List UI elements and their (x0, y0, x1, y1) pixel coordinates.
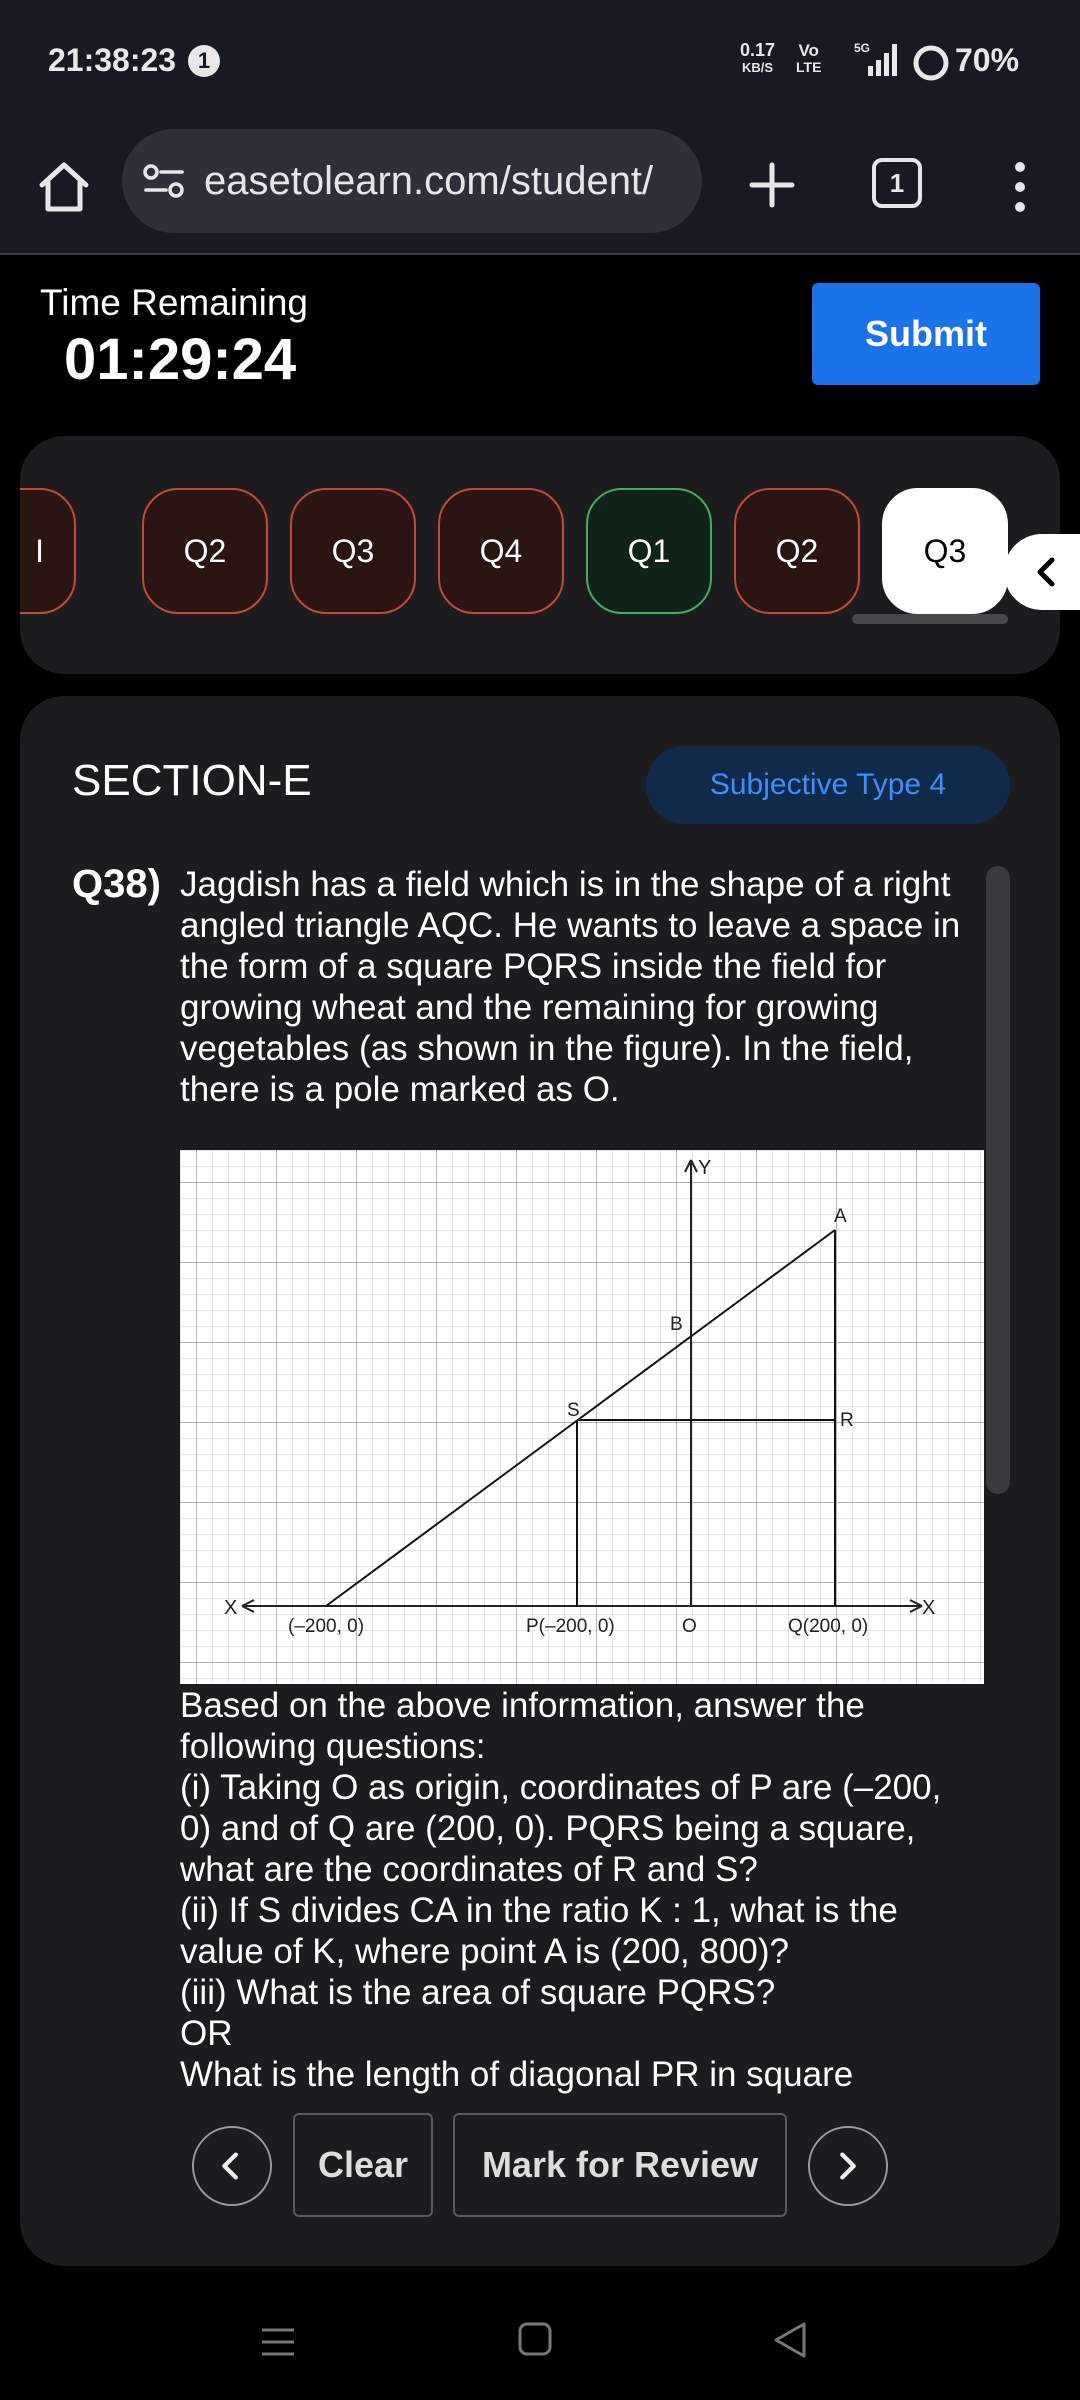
question-button-q4[interactable]: Q4 (438, 488, 564, 614)
label-a: A (834, 1206, 847, 1227)
time-remaining-value: 01:29:24 (64, 327, 297, 392)
browser-toolbar (0, 125, 1080, 255)
label-p: P(–200, 0) (526, 1616, 615, 1637)
question-intro: Jagdish has a field which is in the shape of a right angled triangle AQC. He wants to leave a space in the form of a square PQRS inside the field for growing wheat and the remaining for growing vegetables (as shown in the figure). In the field, there is a pole marked as O. (180, 865, 961, 1109)
network-type-label: 5G (854, 41, 871, 55)
network-speed-value: 0.17 (740, 40, 776, 60)
question-part-iii-alt: What is the length of diagonal PR in square (180, 2055, 854, 2094)
collapse-button[interactable] (1004, 534, 1080, 610)
network-speed-unit: KB/S (741, 60, 774, 75)
mark-for-review-button[interactable]: Mark for Review (453, 2113, 787, 2217)
label-x-pos: X (922, 1597, 936, 1619)
section-title: SECTION-E (72, 756, 312, 805)
previous-question-button[interactable] (192, 2126, 272, 2206)
label-b: B (670, 1314, 683, 1335)
time-remaining-label: Time Remaining (40, 282, 308, 323)
more-vert-icon[interactable] (1000, 155, 1040, 219)
question-or: OR (180, 2014, 233, 2053)
navigator-scrollbar[interactable] (852, 614, 1008, 624)
label-r: R (840, 1410, 854, 1431)
label-y: Y (698, 1157, 712, 1179)
volte-indicator (796, 42, 821, 76)
question-button-q2[interactable]: Q2 (142, 488, 268, 614)
question-button-q3-current[interactable]: Q3 (882, 488, 1008, 614)
question-button-q2-section[interactable]: Q2 (734, 488, 860, 614)
chevron-left-icon (1004, 534, 1080, 610)
clear-button[interactable]: Clear (293, 2113, 433, 2217)
question-type-badge: Subjective Type 4 (646, 746, 1010, 824)
question-figure (180, 1150, 984, 1684)
notification-badge: 1 (188, 45, 220, 77)
question-scrollbar[interactable] (986, 866, 1010, 1494)
next-question-button[interactable] (808, 2126, 888, 2206)
chevron-left-icon (194, 2128, 270, 2204)
chevron-right-icon (810, 2128, 886, 2204)
submit-button[interactable]: Submit (812, 283, 1040, 385)
triangle-diagram (180, 1150, 984, 1684)
network-speed (740, 42, 775, 76)
address-bar[interactable] (122, 129, 702, 233)
volte-top: Vo (798, 41, 819, 60)
question-button-partial[interactable]: I (20, 488, 76, 614)
tab-switcher-button[interactable]: 1 (872, 158, 922, 208)
plus-icon[interactable] (740, 153, 804, 217)
site-settings-icon[interactable] (142, 161, 186, 201)
question-button-q3[interactable]: Q3 (290, 488, 416, 614)
question-part-iii: (iii) What is the area of square PQRS? (180, 1973, 776, 2012)
question-part-i: (i) Taking O as origin, coordinates of P are (–200, 0) and of Q are (200, 0). PQRS being a square, what are the coordinates of R and S? (180, 1768, 942, 1889)
status-bar (0, 0, 1080, 125)
label-s: S (567, 1400, 580, 1421)
question-navigator (20, 436, 1060, 674)
recent-apps-icon[interactable] (256, 2322, 300, 2362)
question-button-q1[interactable]: Q1 (586, 488, 712, 614)
battery-icon (912, 44, 950, 82)
question-body (180, 1685, 980, 2095)
system-back-icon[interactable] (770, 2318, 810, 2362)
volte-bottom: LTE (796, 59, 822, 75)
signal-icon (852, 40, 900, 80)
label-c: (–200, 0) (288, 1616, 365, 1637)
system-home-icon[interactable] (516, 2320, 556, 2360)
status-time: 21:38:23 (48, 42, 177, 78)
question-part-ii: (ii) If S divides CA in the ratio K : 1, what is the value of K, where point A is (200, 800)? (180, 1891, 898, 1971)
label-x-neg: X (224, 1597, 238, 1619)
label-q: Q(200, 0) (788, 1616, 869, 1637)
url-text[interactable]: easetolearn.com/student/ (204, 159, 654, 203)
label-o: O (682, 1616, 697, 1637)
home-icon[interactable] (32, 155, 96, 219)
question-number: Q38) (72, 862, 161, 906)
battery-percent: 70% (955, 42, 1020, 78)
question-line-intro: Based on the above information, answer the following questions: (180, 1686, 865, 1766)
